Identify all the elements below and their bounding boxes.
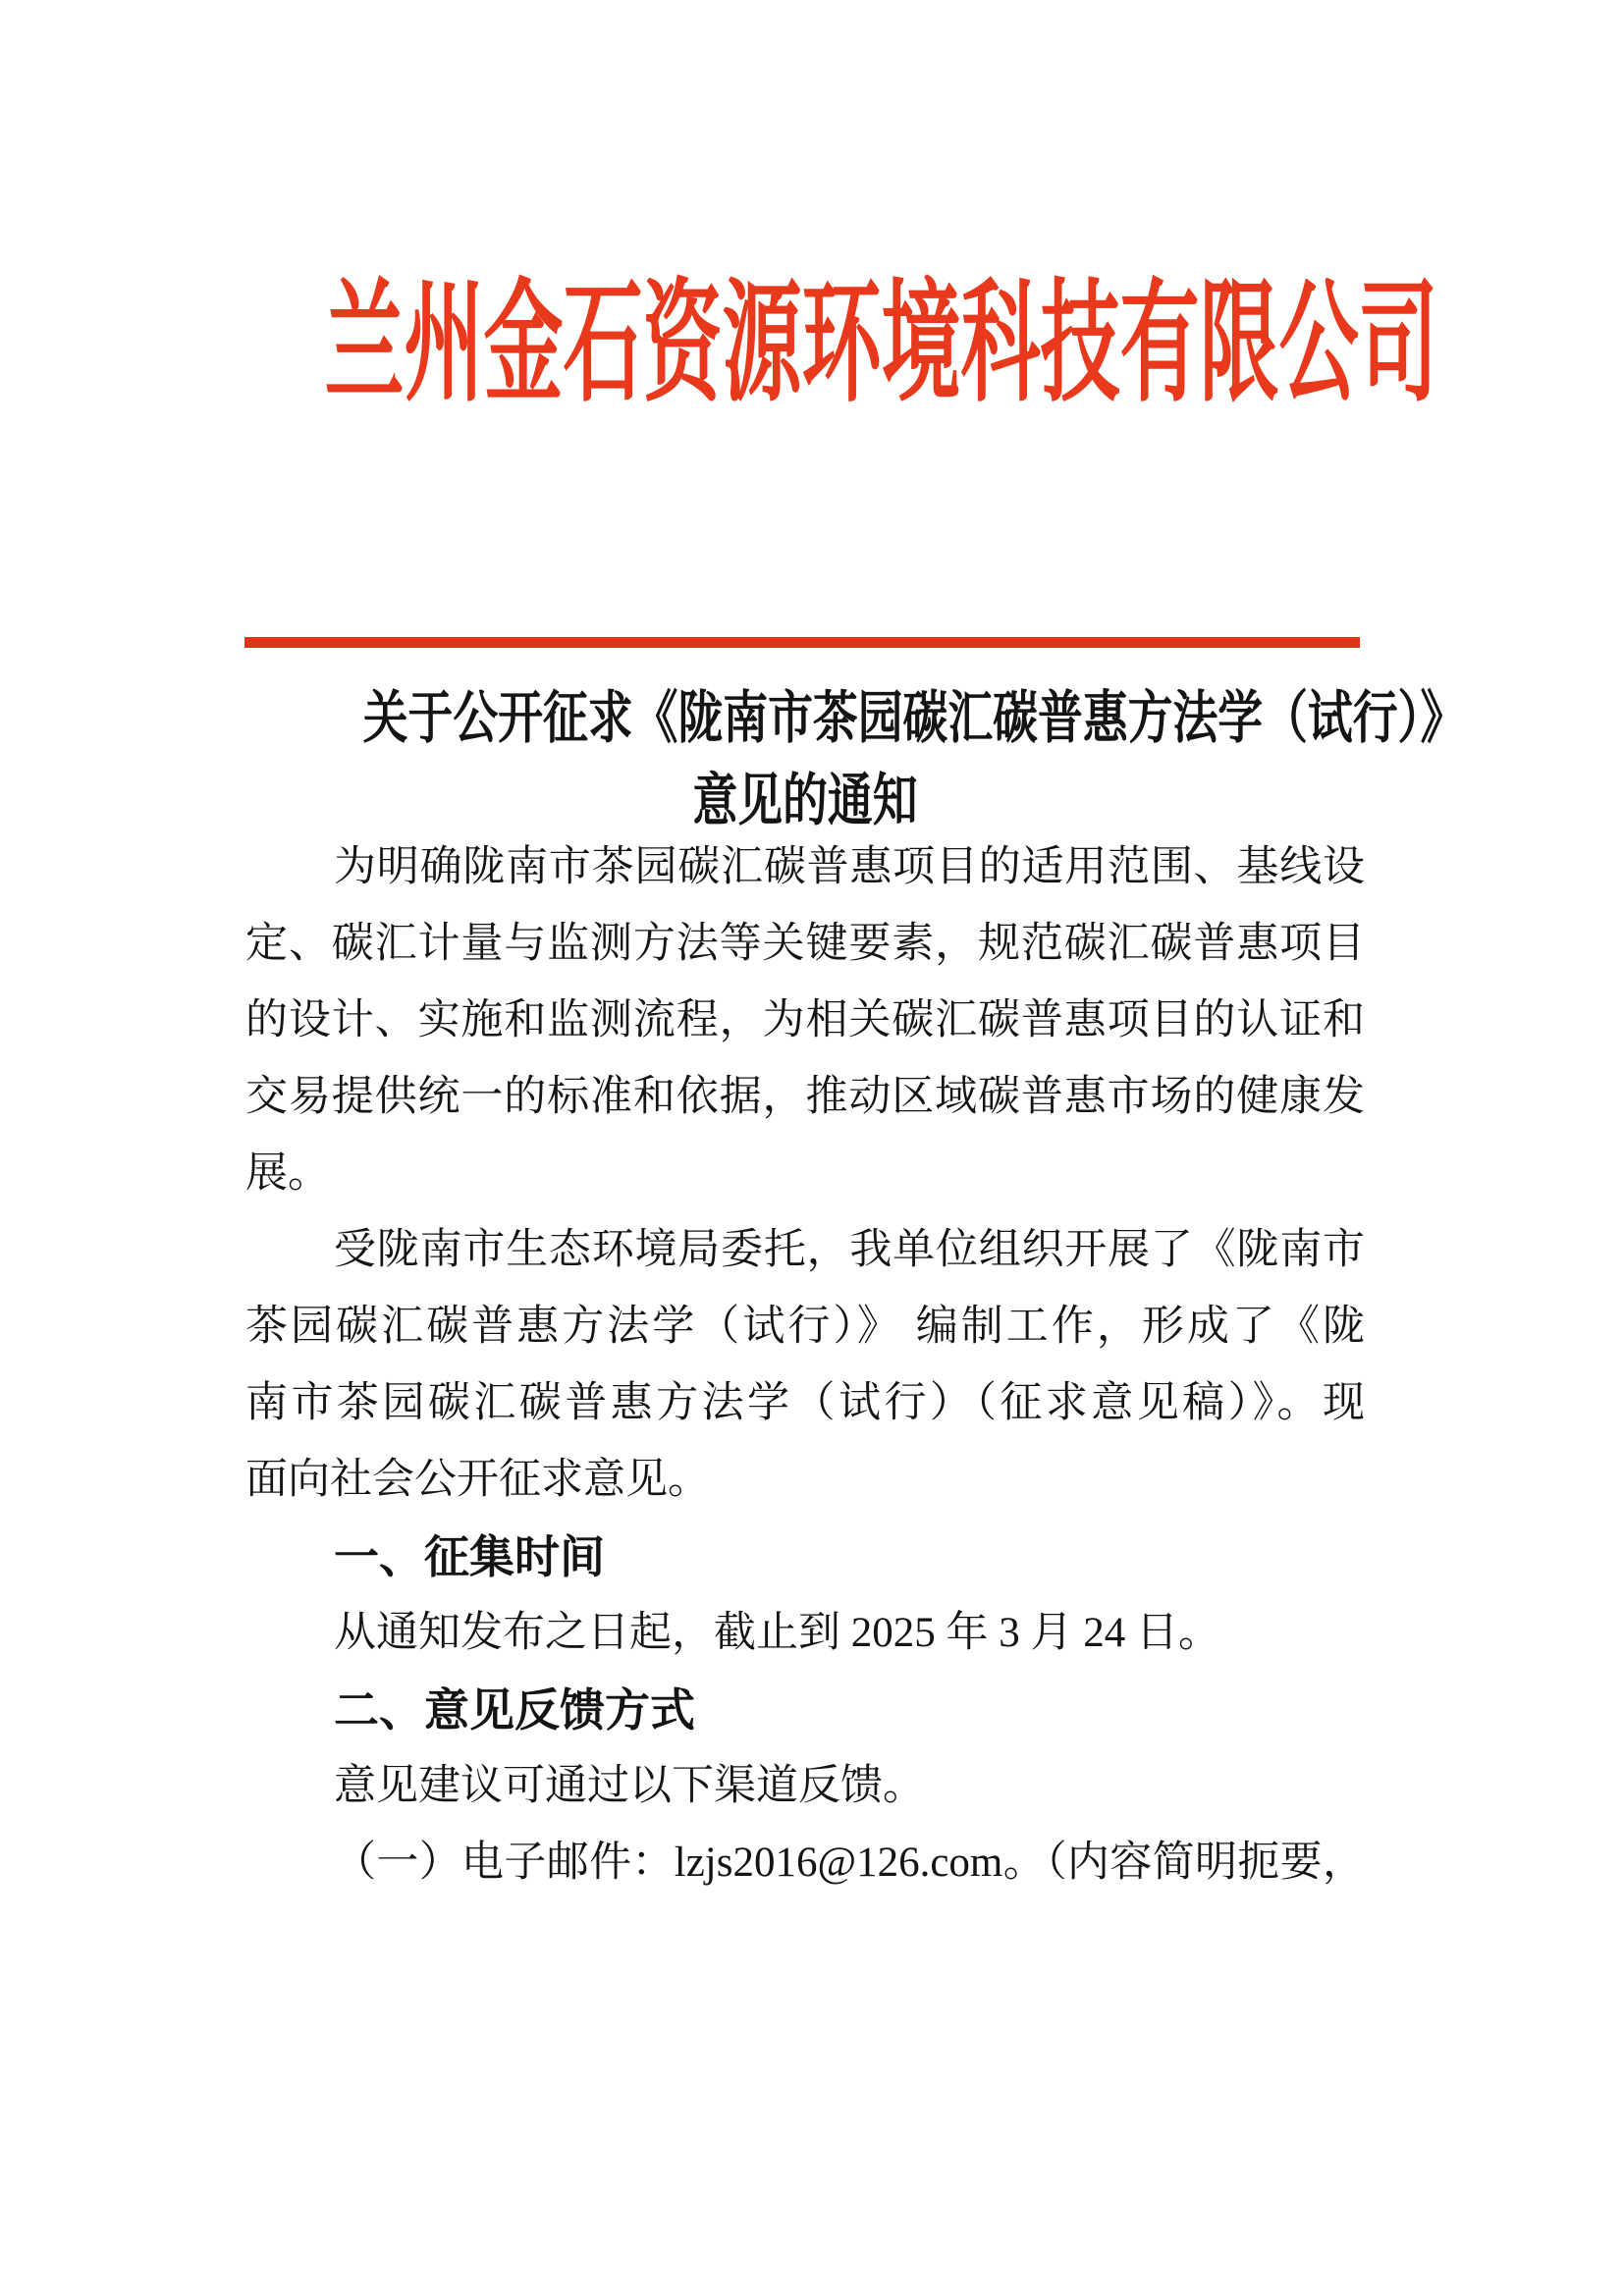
- body-line: 展。: [245, 1150, 330, 1197]
- body-line: 意见建议可通过以下渠道反馈。: [334, 1763, 925, 1809]
- body-line: 南市茶园碳汇碳普惠方法学（试行）（征求意见稿）》。现: [245, 1380, 1365, 1426]
- body-line: 茶园碳汇碳普惠方法学（试行）》 编制工作，形成了《陇: [245, 1304, 1365, 1350]
- body-line: 定、碳汇计量与监测方法等关键要素，规范碳汇碳普惠项目: [245, 921, 1365, 967]
- body-line: 为明确陇南市茶园碳汇碳普惠项目的适用范围、基线设: [334, 844, 1365, 890]
- body-line: 从通知发布之日起，截止到 2025 年 3 月 24 日。: [334, 1610, 1220, 1656]
- company-letterhead: 兰州金石资源环境科技有限公司: [324, 272, 1438, 418]
- notice-title-line1: 关于公开征求《陇南市茶园碳汇碳普惠方法学（试行）》: [362, 686, 1466, 750]
- notice-title-line2: 意见的通知: [692, 769, 918, 832]
- letterhead-divider: [244, 637, 1360, 648]
- body-line: 面向社会公开征求意见。: [245, 1457, 710, 1503]
- section-heading: 二、意见反馈方式: [334, 1684, 695, 1735]
- section-heading: 一、征集时间: [334, 1531, 605, 1582]
- body-line: 交易提供统一的标准和依据，推动区域碳普惠市场的健康发: [245, 1074, 1365, 1120]
- notice-title: [245, 677, 1466, 842]
- body-line: 受陇南市生态环境局委托，我单位组织开展了《陇南市: [334, 1227, 1365, 1273]
- body-line: 的设计、实施和监测流程，为相关碳汇碳普惠项目的认证和: [245, 997, 1365, 1043]
- notice-body: [245, 829, 1365, 1901]
- body-line: （一）电子邮件：lzjs2016@126.com。（内容简明扼要，: [334, 1840, 1365, 1886]
